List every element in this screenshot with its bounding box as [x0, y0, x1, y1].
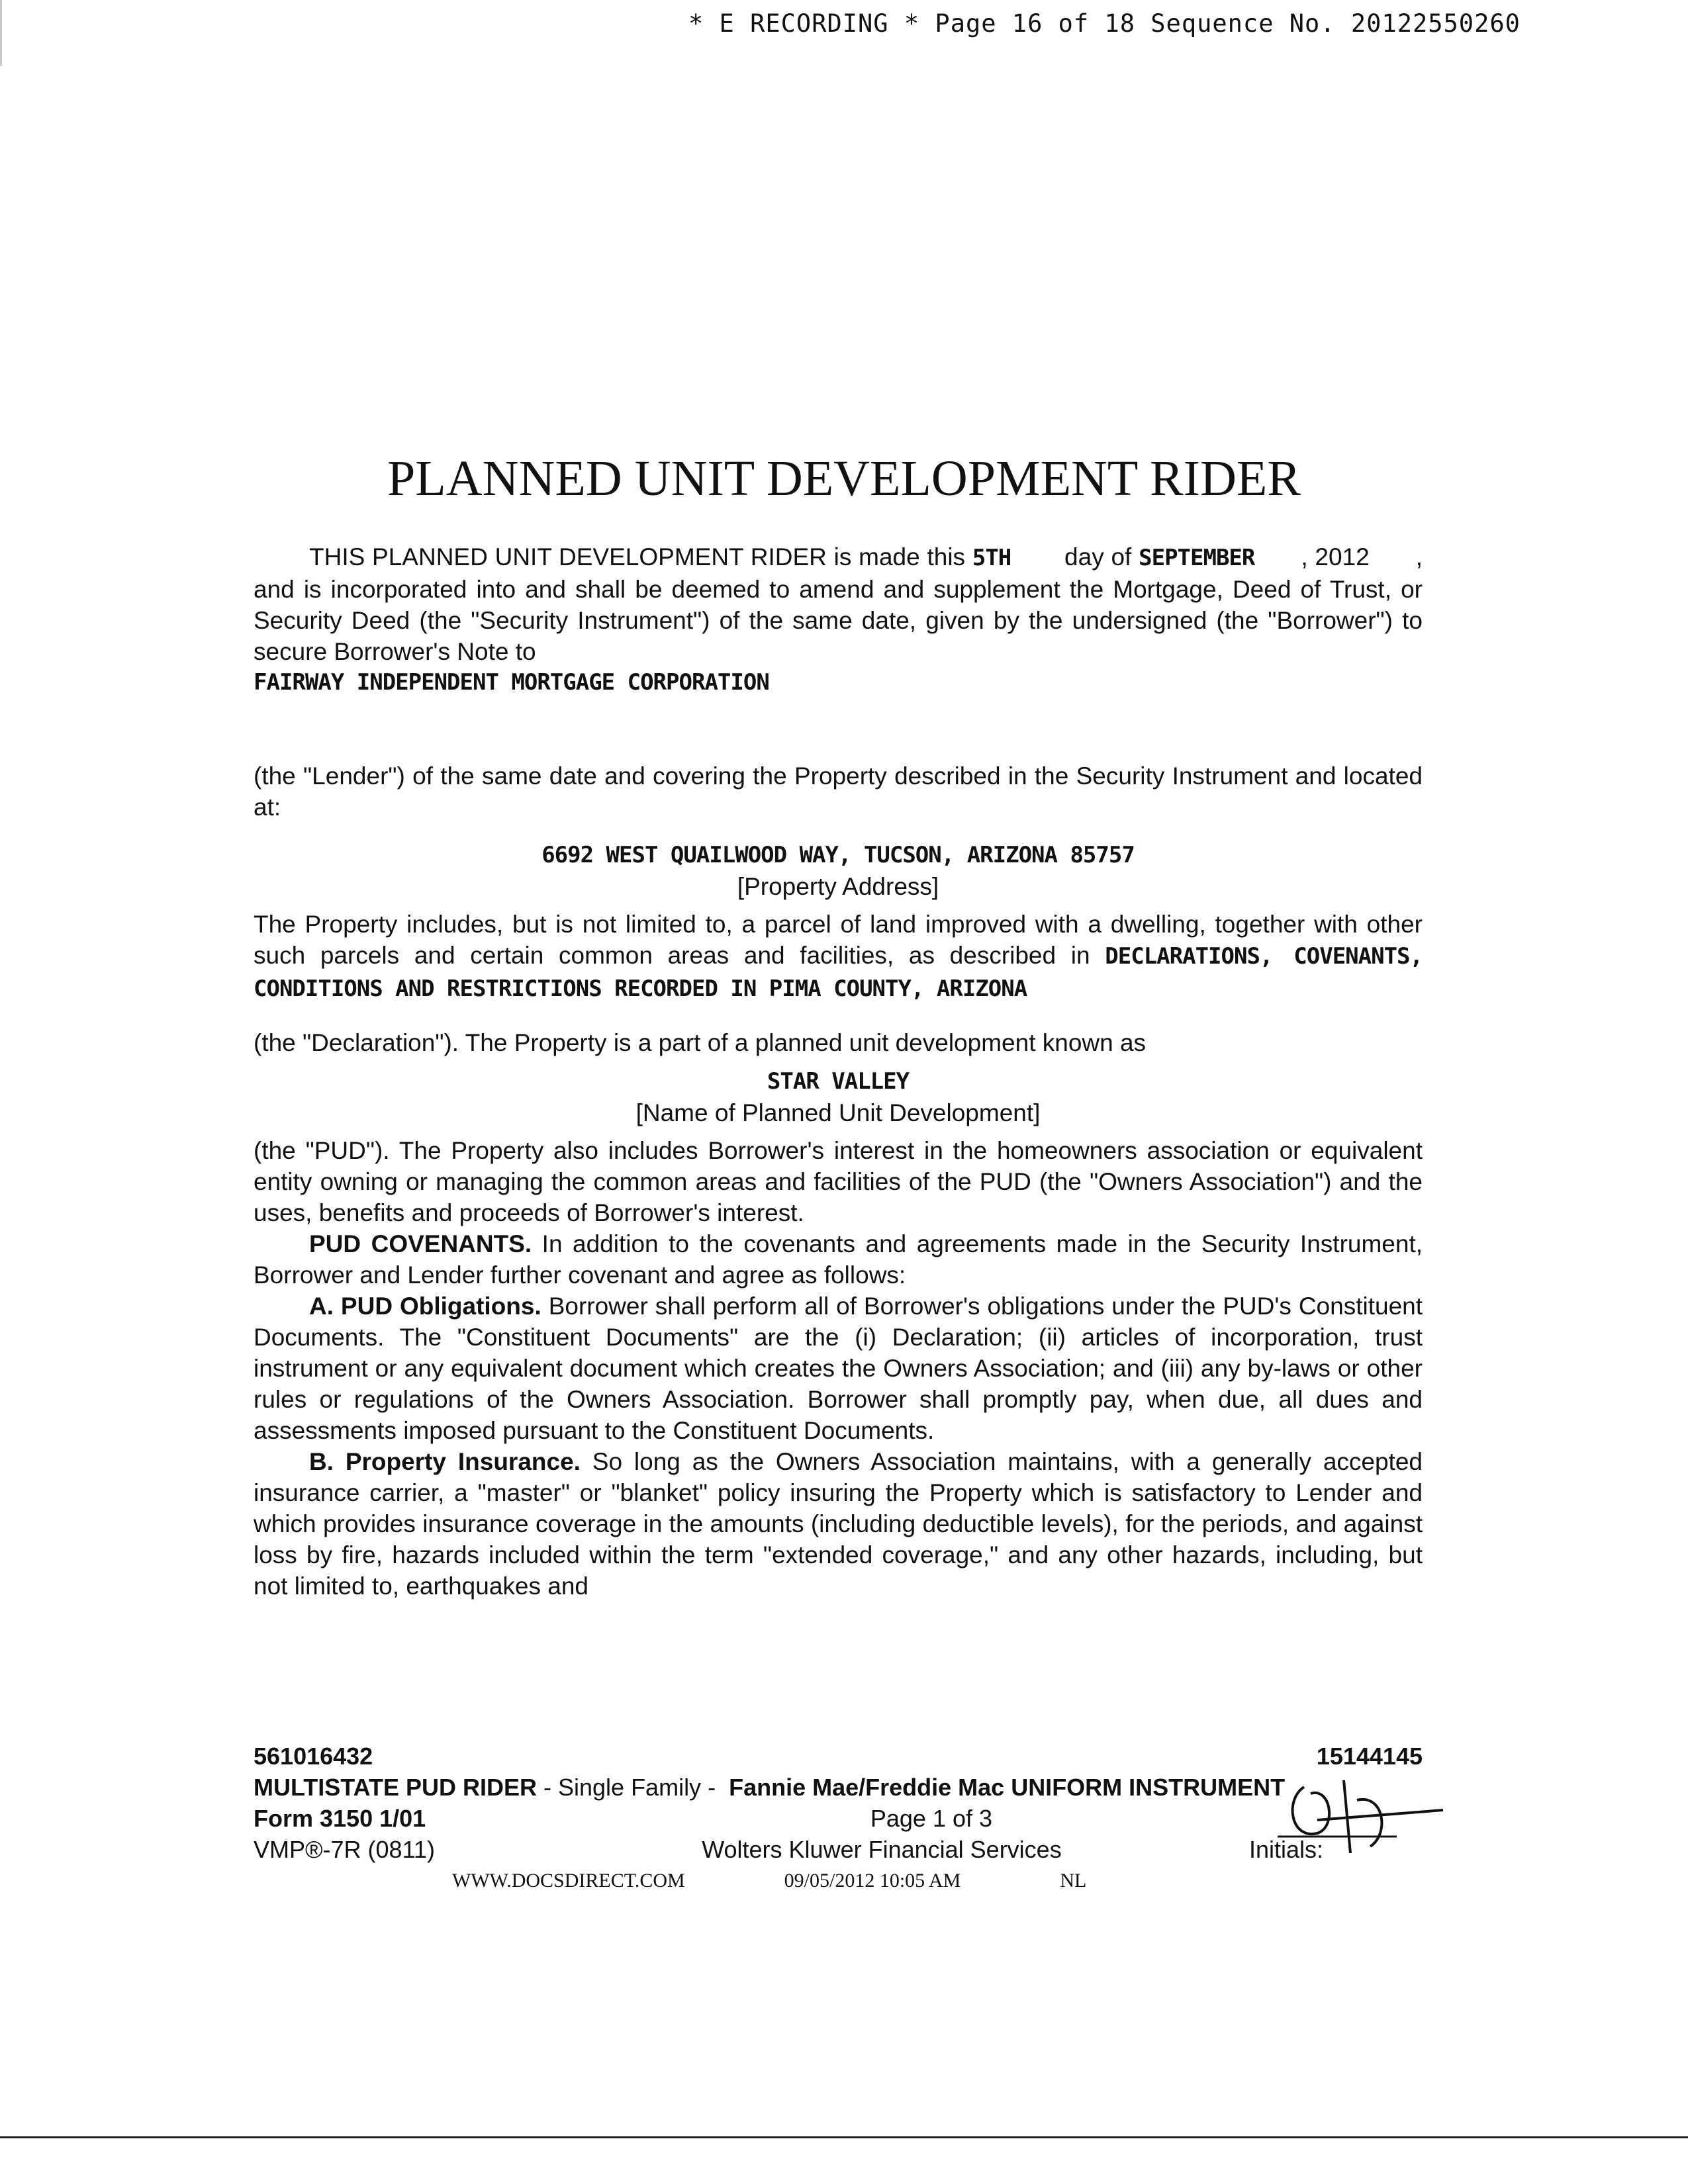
- lender-name: FAIRWAY INDEPENDENT MORTGAGE CORPORATION: [254, 669, 769, 696]
- intro-paragraph: [254, 541, 1423, 667]
- website: WWW.DOCSDIRECT.COM: [452, 1870, 685, 1891]
- declaration-reference: DECLARATIONS, COVENANTS, CONDITIONS AND RESTRICTIONS RECORDED IN PIMA COUNTY, ARIZONA: [254, 943, 1423, 1002]
- document-title: PLANNED UNIT DEVELOPMENT RIDER: [387, 451, 1301, 506]
- lender-paragraph: (the "Lender") of the same date and covering the Property described in the Security Instrument and located at:: [254, 762, 1423, 821]
- intro-text-c: , and is incorporated into and shall be deemed to amend and supplement the Mortgage, Deed of Trust, or Security Deed (the "Security Instrument") of the same date, given by the undersigned (the "Borrower") to secure Borrower's Note to: [254, 543, 1423, 665]
- vmp-code: VMP®-7R (0811): [254, 1836, 435, 1863]
- page-info: Page 1 of 3: [870, 1805, 992, 1832]
- initials-label: Initials:: [1248, 1836, 1323, 1863]
- form-title-sub: - Single Family -: [543, 1774, 716, 1801]
- pud-paragraph: (the "PUD"). The Property also includes Borrower's interest in the homeowners association or equivalent entity owning or managing the common areas and facilities of the PUD (the "Owners Association") and the uses, benefits and proceeds of Borrower's interest.: [254, 1137, 1423, 1226]
- loan-number: 561016432: [254, 1743, 373, 1770]
- rider-month: SEPTEMBER: [1139, 545, 1255, 571]
- preparer-code: NL: [1060, 1870, 1087, 1891]
- recording-header: * E RECORDING * Page 16 of 18 Sequence No. 20122550260: [688, 9, 1521, 38]
- form-title-row: [254, 1772, 1423, 1803]
- intro-text-a: THIS PLANNED UNIT DEVELOPMENT RIDER is made this: [309, 543, 966, 570]
- property-address: 6692 WEST QUAILWOOD WAY, TUCSON, ARIZONA 85757: [541, 842, 1135, 868]
- declaration-paragraph: (the "Declaration"). The Property is a part of a planned unit development known as: [254, 1029, 1147, 1056]
- pud-name-label: [Name of Planned Unit Development]: [635, 1099, 1041, 1126]
- form-number-row: [254, 1803, 1423, 1834]
- rider-year: 2012: [1315, 543, 1370, 570]
- docsdirect-row: [254, 1865, 1423, 1896]
- intro-text-b: day of: [1064, 543, 1132, 570]
- property-address-block: [254, 839, 1423, 902]
- covenants-text: In addition to the covenants and agreements made in the Security Instrument, Borrower and Lender further covenant and agree as follows:: [254, 1230, 1423, 1289]
- reference-number: 15144145: [1316, 1743, 1423, 1770]
- document-footer: [254, 1741, 1423, 1896]
- publisher-row: [254, 1834, 1423, 1865]
- rider-day: 5TH: [972, 545, 1011, 571]
- property-paragraph: [254, 909, 1423, 1005]
- document-body: [254, 541, 1423, 1602]
- pud-obligations-heading: A. PUD Obligations.: [309, 1293, 541, 1320]
- property-text: The Property includes, but is not limited to, a parcel of land improved with a dwelling, together with other such parcels and certain common areas and facilities, as described in: [254, 911, 1423, 969]
- covenants-paragraph: [254, 1228, 1423, 1291]
- publisher: Wolters Kluwer Financial Services: [702, 1836, 1062, 1863]
- form-title-main: MULTISTATE PUD RIDER: [254, 1774, 537, 1801]
- property-insurance-text: So long as the Owners Association maintains, with a generally accepted insurance carrier, a "master" or "blanket" policy insuring the Property which is satisfactory to Lender and which provides insurance coverage in the amounts (including deductible levels), for the periods, and against loss by fire, hazards included within the term "extended coverage," and any other hazards, including, but not limited to, earthquakes and: [254, 1448, 1423, 1600]
- initials-signature-icon: [1278, 1774, 1450, 1860]
- property-insurance-paragraph: [254, 1446, 1423, 1602]
- form-number: Form 3150 1/01: [254, 1805, 426, 1832]
- pud-name: STAR VALLEY: [767, 1068, 910, 1095]
- covenants-heading: PUD COVENANTS.: [309, 1230, 532, 1257]
- print-timestamp: 09/05/2012 10:05 AM: [784, 1870, 961, 1891]
- property-insurance-heading: B. Property Insurance.: [309, 1448, 581, 1475]
- pud-name-block: [254, 1065, 1423, 1128]
- pud-obligations-paragraph: [254, 1291, 1423, 1446]
- bottom-rule: [0, 2136, 1688, 2138]
- scan-margin-mark: [0, 0, 2, 66]
- pud-obligations-text: Borrower shall perform all of Borrower's obligations under the PUD's Constituent Documents. The "Constituent Documents" are the (i) Declaration; (ii) articles of incorporation, trust instrument or any equivalent document which creates the Owners Association; and (iii) any by-laws or other rules or regulations of the Owners Association. Borrower shall promptly pay, when due, all dues and assessments imposed pursuant to the Constituent Documents.: [254, 1293, 1423, 1444]
- property-address-label: [Property Address]: [737, 873, 939, 900]
- form-title-uniform: Fannie Mae/Freddie Mac UNIFORM INSTRUMENT: [729, 1774, 1286, 1801]
- intro-comma: ,: [1301, 543, 1308, 570]
- footer-numbers-row: [254, 1741, 1423, 1772]
